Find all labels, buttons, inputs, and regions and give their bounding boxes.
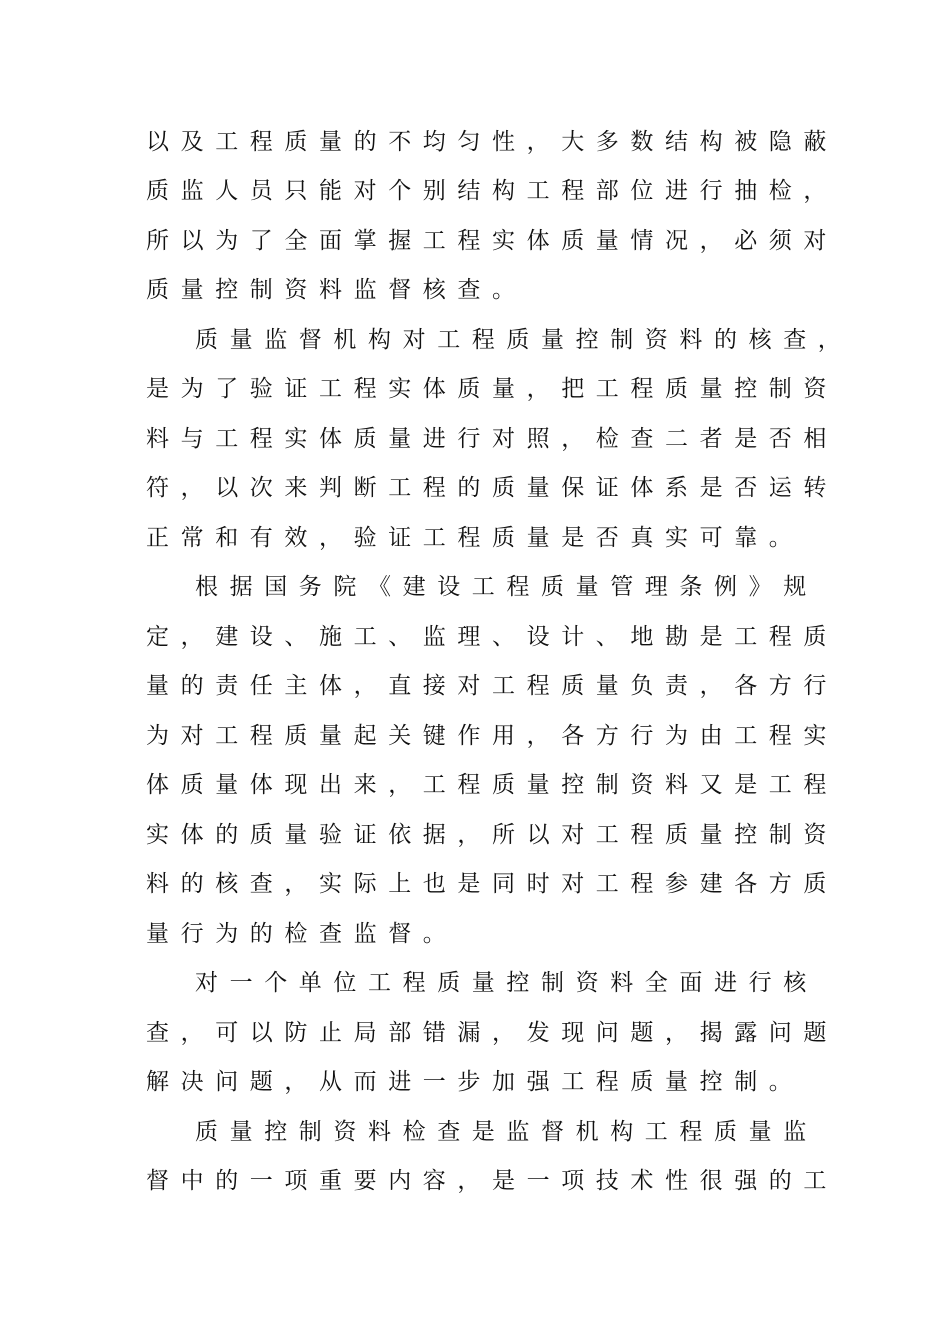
paragraph-line: 质量控制资料检查是监督机构工程质量监 bbox=[195, 1119, 818, 1145]
paragraph-line: 符，以次来判断工程的质量保证体系是否运转 bbox=[146, 475, 838, 501]
paragraph-line: 质监人员只能对个别结构工程部位进行抽检， bbox=[146, 178, 838, 204]
paragraph-line: 实体的质量验证依据，所以对工程质量控制资 bbox=[146, 822, 838, 848]
paragraph-line: 体质量体现出来，工程质量控制资料又是工程 bbox=[146, 772, 838, 798]
paragraph-line: 料的核查，实际上也是同时对工程参建各方质 bbox=[146, 871, 838, 897]
paragraph-line: 对一个单位工程质量控制资料全面进行核 bbox=[195, 970, 818, 996]
paragraph-line: 量的责任主体，直接对工程质量负责，各方行 bbox=[146, 673, 838, 699]
paragraph-line: 督中的一项重要内容，是一项技术性很强的工 bbox=[146, 1168, 838, 1194]
paragraph-line: 根据国务院《建设工程质量管理条例》规 bbox=[195, 574, 818, 600]
paragraph-line: 以及工程质量的不均匀性，大多数结构被隐蔽 bbox=[146, 129, 838, 155]
paragraph-line: 正常和有效，验证工程质量是否真实可靠。 bbox=[146, 525, 804, 551]
paragraph-line: 为对工程质量起关键作用，各方行为由工程实 bbox=[146, 723, 838, 749]
paragraph-line: 查，可以防止局部错漏，发现问题，揭露问题 bbox=[146, 1020, 838, 1046]
paragraph-line: 解决问题，从而进一步加强工程质量控制。 bbox=[146, 1069, 804, 1095]
paragraph-line: 料与工程实体质量进行对照，检查二者是否相 bbox=[146, 426, 838, 452]
paragraph-line: 是为了验证工程实体质量，把工程质量控制资 bbox=[146, 376, 838, 402]
paragraph-line: 所以为了全面掌握工程实体质量情况，必须对 bbox=[146, 228, 838, 254]
paragraph-line: 量行为的检查监督。 bbox=[146, 921, 458, 947]
paragraph-line: 质量控制资料监督核查。 bbox=[146, 277, 527, 303]
paragraph-line: 质量监督机构对工程质量控制资料的核查， bbox=[195, 327, 853, 353]
paragraph-line: 定，建设、施工、监理、设计、地勘是工程质 bbox=[146, 624, 838, 650]
